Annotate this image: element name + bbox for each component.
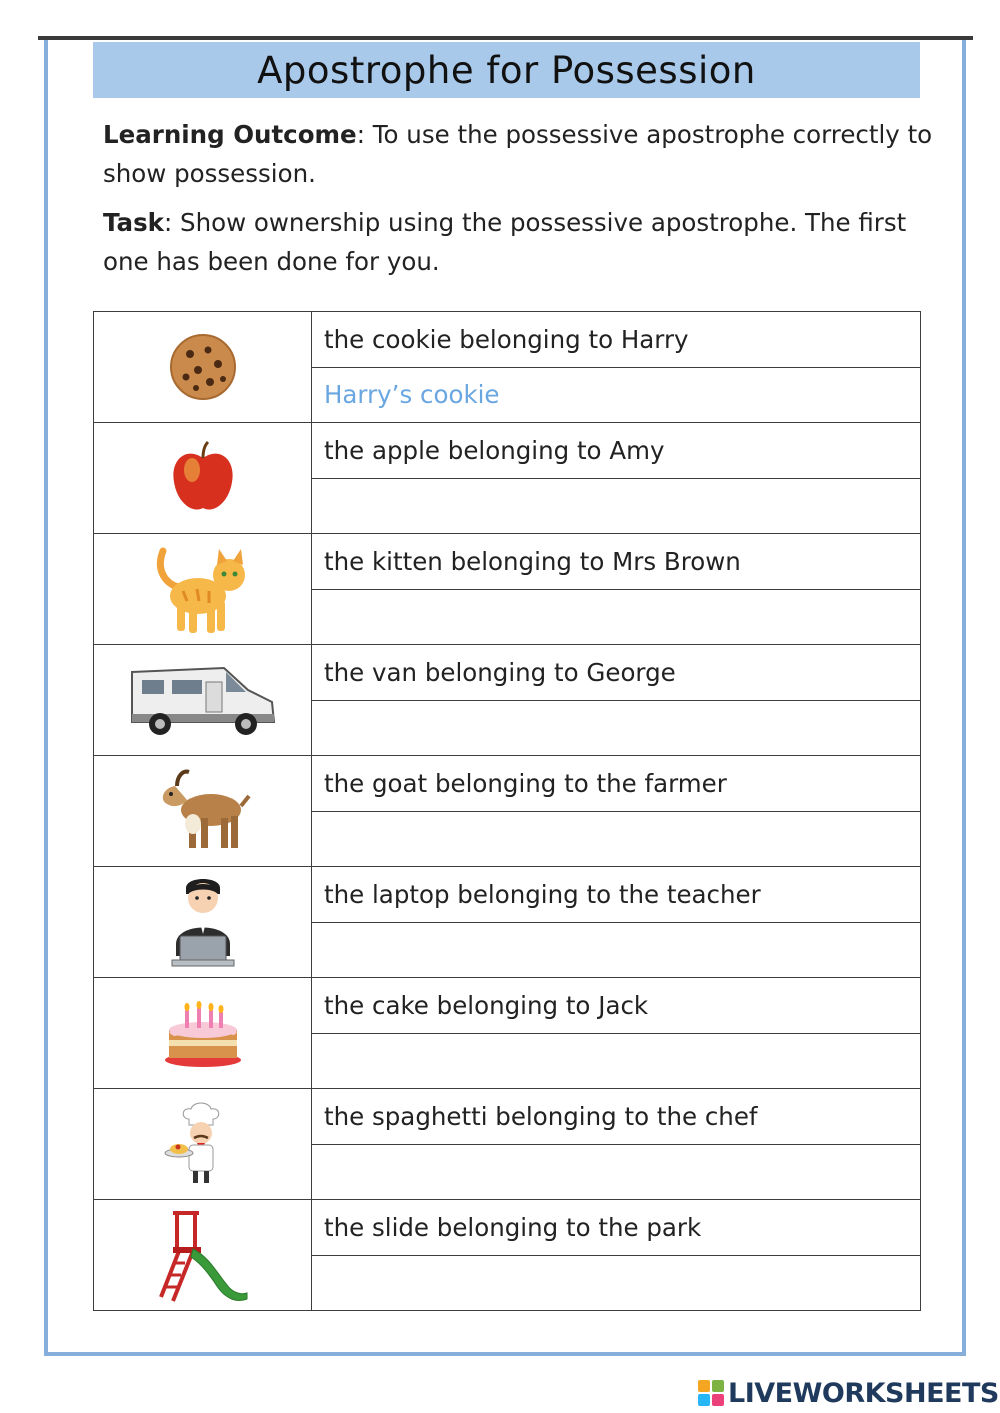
- prompt-cell: the apple belonging to Amy: [312, 423, 921, 479]
- task-text: : Show ownership using the possessive apostrophe. The first one has been done for you.: [103, 208, 907, 276]
- table-row: [94, 1089, 921, 1145]
- table-row: [94, 312, 921, 368]
- prompt-cell: the kitten belonging to Mrs Brown: [312, 534, 921, 590]
- task-label: Task: [103, 208, 164, 237]
- answer-cell[interactable]: Harry’s cookie: [312, 367, 921, 423]
- answer-cell[interactable]: [312, 922, 921, 978]
- prompt-cell: the laptop belonging to the teacher: [312, 867, 921, 923]
- teacher-laptop-icon: [168, 874, 238, 970]
- answer-cell[interactable]: [312, 700, 921, 756]
- answer-cell[interactable]: [312, 1144, 921, 1200]
- learning-outcome-text: : To use the possessive apostrophe correctly to show possession.: [103, 120, 933, 188]
- prompt-cell: the goat belonging to the farmer: [312, 756, 921, 812]
- kitten-icon: [153, 541, 253, 637]
- van-icon: [128, 660, 278, 740]
- cookie-icon: [168, 332, 238, 402]
- learning-outcome: [103, 115, 933, 193]
- table-row: [94, 534, 921, 590]
- table-row: [94, 645, 921, 701]
- liveworksheets-logo-icon: [698, 1380, 724, 1406]
- picture-cell: [94, 756, 312, 867]
- picture-cell: [94, 312, 312, 423]
- picture-cell: [94, 867, 312, 978]
- page-title: Apostrophe for Possession: [257, 48, 756, 92]
- prompt-cell: the van belonging to George: [312, 645, 921, 701]
- learning-outcome-label: Learning Outcome: [103, 120, 357, 149]
- picture-cell: [94, 1200, 312, 1311]
- picture-cell: [94, 534, 312, 645]
- chef-spaghetti-icon: [163, 1101, 243, 1187]
- table-row: [94, 1200, 921, 1256]
- prompt-cell: the cookie belonging to Harry: [312, 312, 921, 368]
- prompt-cell: the slide belonging to the park: [312, 1200, 921, 1256]
- table-row: [94, 756, 921, 812]
- picture-cell: [94, 978, 312, 1089]
- prompt-cell: the spaghetti belonging to the chef: [312, 1089, 921, 1145]
- title-band: [93, 42, 920, 98]
- answer-cell[interactable]: [312, 1255, 921, 1311]
- prompt-cell: the cake belonging to Jack: [312, 978, 921, 1034]
- brand-text: LIVEWORKSHEETS: [728, 1377, 999, 1409]
- answer-cell[interactable]: [312, 589, 921, 645]
- task-instructions: [103, 203, 933, 281]
- picture-cell: [94, 645, 312, 756]
- liveworksheets-watermark: [698, 1377, 999, 1409]
- answer-cell[interactable]: [312, 1033, 921, 1089]
- table-row: [94, 867, 921, 923]
- table-row: [94, 978, 921, 1034]
- picture-cell: [94, 423, 312, 534]
- answer-cell[interactable]: [312, 811, 921, 867]
- picture-cell: [94, 1089, 312, 1200]
- goat-icon: [153, 766, 253, 856]
- apple-icon: [168, 440, 238, 516]
- exercise-table: [93, 311, 921, 1311]
- slide-icon: [153, 1207, 253, 1303]
- cake-icon: [161, 998, 245, 1068]
- table-row: [94, 423, 921, 479]
- answer-cell[interactable]: [312, 478, 921, 534]
